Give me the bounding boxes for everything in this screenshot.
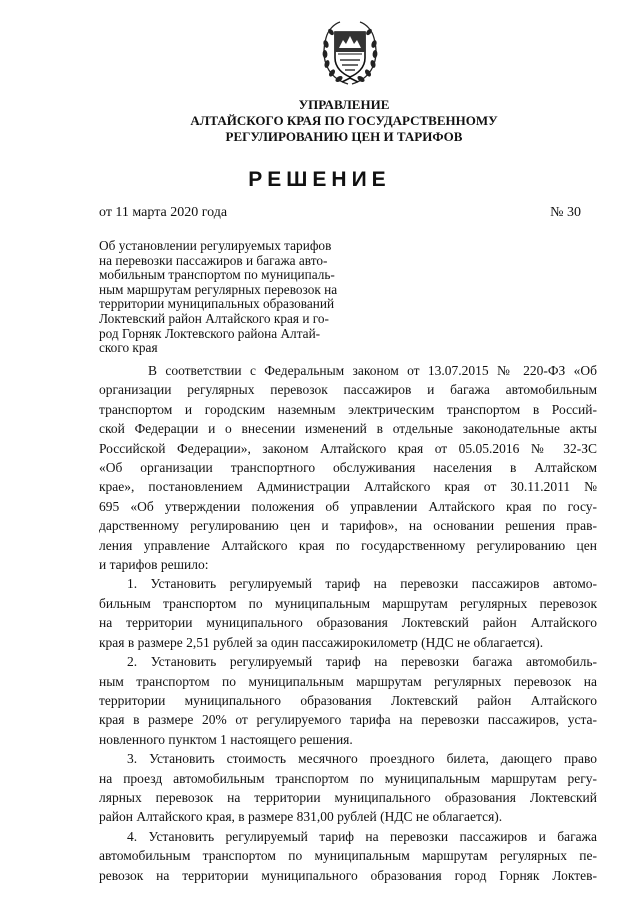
authority-line: АЛТАЙСКОГО КРАЯ ПО ГОСУДАРСТВЕННОМУ: [190, 113, 498, 128]
authority-line: РЕГУЛИРОВАНИЮ ЦЕН И ТАРИФОВ: [225, 129, 463, 144]
authority-line: УПРАВЛЕНИЕ: [298, 97, 390, 112]
body-line: транспортом и городским наземным электрическим транспортом в Россий-: [99, 401, 597, 417]
clause-1-line: на территории муниципального образования Локтевский район Алтайского: [99, 615, 597, 631]
clause-2-line: территории муниципального образования Локтевский район Алтайского: [99, 692, 597, 708]
body-line: 695 «Об утверждении положения об управлении Алтайского края по госу-: [99, 498, 597, 514]
body-line: В соответствии с Федеральным законом от 13.07.2015 № 220-ФЗ «Об: [148, 363, 597, 378]
clause-1-line: 1. Установить регулируемый тариф на перевозки пассажиров автомо-: [127, 576, 597, 592]
subject-line: на перевозки пассажиров и багажа авто-: [99, 252, 328, 268]
clause-2-line: края в размере 20% от регулируемого тарифа на перевозки пассажиров, уста-: [99, 712, 597, 728]
clause-3-line: 3. Установить стоимость месячного проездного билета, дающего право: [127, 751, 597, 767]
clause-2-line: 2. Установить регулируемый тариф на перевозки багажа автомобиль-: [127, 654, 597, 670]
clause-4-line: ревозок на территории муниципального образования город Горняк Локтев-: [99, 867, 597, 883]
clause-3-line: лярных перевозок на территории муниципального образования Локтевский: [99, 789, 597, 805]
coat-of-arms-emblem: [318, 18, 382, 88]
clause-3-line: район Алтайского края, в размере 831,00 рублей (НДС не облагается).: [99, 809, 503, 825]
subject-line: ского края: [99, 340, 158, 356]
subject-line: Локтевский район Алтайского края и го-: [99, 310, 329, 326]
subject-line: мобильным транспортом по муниципаль-: [99, 267, 335, 283]
decision-body: [99, 361, 597, 885]
body-line: организации регулярных перевозок пассажиров и багажа автомобильным: [99, 382, 597, 398]
clause-2-line: ным транспортом по муниципальным маршрутам регулярных перевозок на: [99, 673, 597, 689]
issuing-authority: [150, 97, 538, 145]
clause-4-line: 4. Установить регулируемый тариф на перевозки пассажиров и багажа: [127, 828, 597, 844]
body-line: крае», постановлением Администрации Алтайского края от 30.11.2011 №: [99, 479, 597, 495]
body-line: ской Федерации и о внесении изменений в отдельные законодательные акты: [99, 421, 597, 437]
subject-line: Об установлении регулируемых тарифов: [99, 238, 332, 253]
clause-1-line: бильным транспортом по муниципальным маршрутам регулярных перевозок: [99, 595, 597, 611]
body-line: дарственному регулированию цен и тарифов», на основании решения прав-: [99, 518, 597, 534]
clause-4-line: автомобильным транспортом по муниципальным маршрутам регулярных пе-: [99, 848, 597, 864]
subject-line: ным маршрутам регулярных перевозок на: [99, 281, 338, 297]
body-line: и тарифов решило:: [99, 557, 209, 573]
document-date: от 11 марта 2020 года: [99, 205, 228, 220]
body-line: Российской Федерации», законом Алтайского края от 05.05.2016 № 32-ЗС: [99, 440, 597, 456]
body-line: «Об организации транспортного обслуживания населения в Алтайском: [99, 460, 597, 476]
document-type-title: РЕШЕНИЕ: [248, 168, 391, 191]
document-number: № 30: [550, 205, 581, 220]
clause-1-line: края в размере 2,51 рублей за один пассажирокилометр (НДС не облагается).: [99, 634, 544, 650]
subject-line: род Горняк Локтевского района Алтай-: [99, 325, 321, 341]
subject-line: территории муниципальных образований: [99, 296, 335, 312]
clause-2-line: новленного пунктом 1 настоящего решения.: [99, 731, 353, 747]
body-line: ления управление Алтайского края по государственному регулированию цен: [99, 537, 597, 553]
decision-subject: [99, 239, 369, 356]
clause-3-line: на проезд автомобильным транспортом по муниципальным маршрутам регу-: [99, 770, 597, 786]
